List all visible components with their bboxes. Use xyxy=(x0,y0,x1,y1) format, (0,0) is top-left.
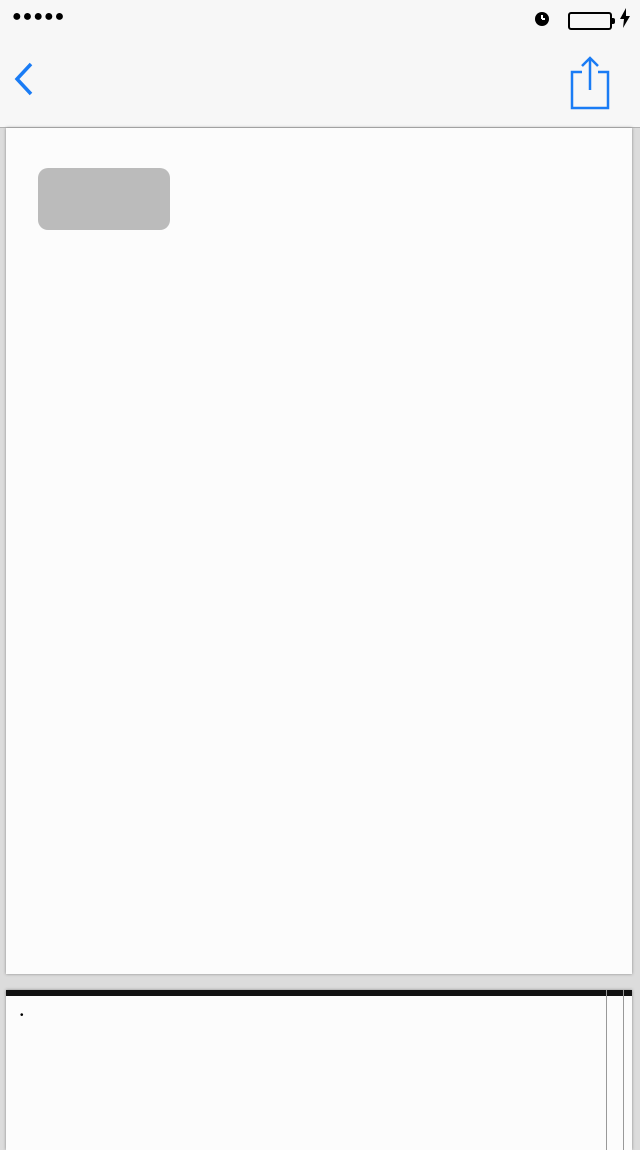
charging-icon xyxy=(620,8,630,34)
scan-edge xyxy=(6,990,632,996)
page-stack-edge xyxy=(606,990,624,1150)
battery-icon xyxy=(568,12,612,30)
signal-dots-icon: ●●●●● xyxy=(12,8,66,25)
back-button[interactable] xyxy=(14,62,44,96)
pdf-page[interactable] xyxy=(6,128,632,974)
chevron-left-icon xyxy=(14,62,34,96)
share-icon[interactable] xyxy=(570,54,610,110)
navigation-bar xyxy=(0,40,640,128)
alarm-icon xyxy=(532,8,552,34)
status-bar xyxy=(0,0,640,40)
pdf-page-next[interactable] xyxy=(6,990,632,1150)
page-counter xyxy=(38,168,170,230)
scan-dot: • xyxy=(20,1010,24,1021)
